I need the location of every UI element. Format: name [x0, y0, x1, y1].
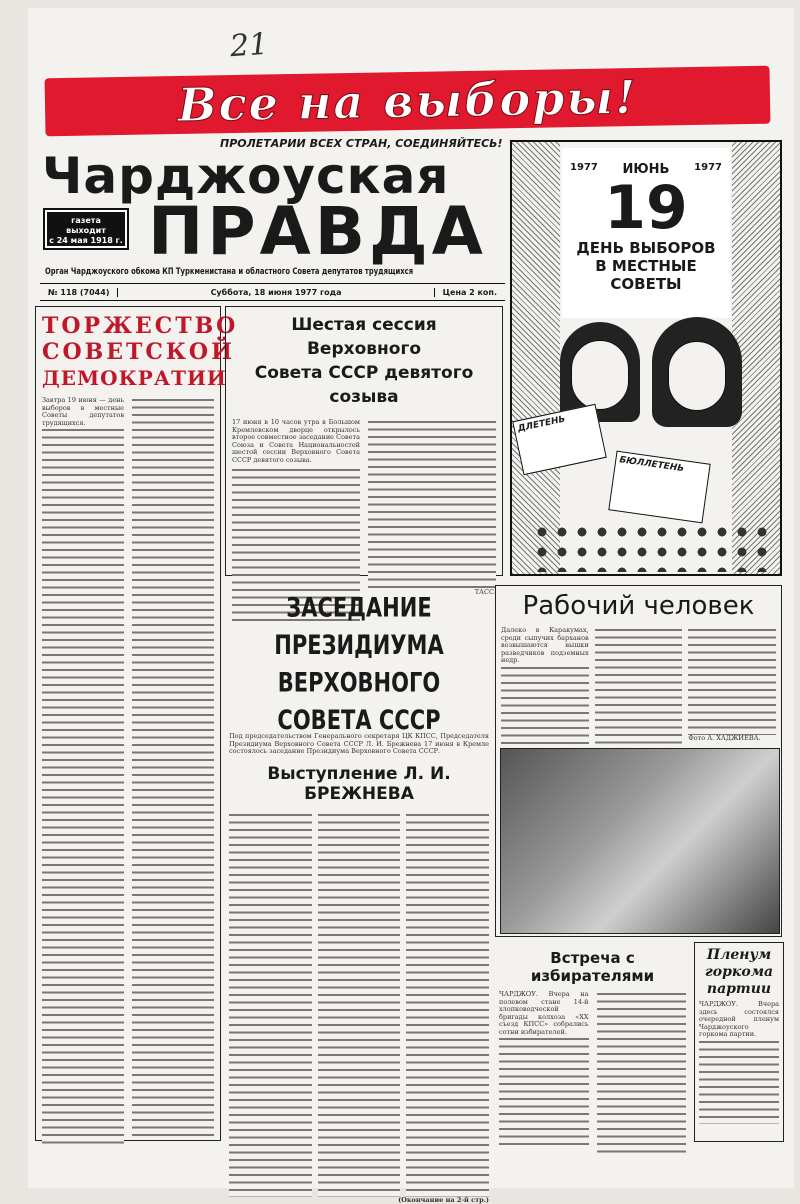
plenum-headline: горкома	[699, 964, 779, 981]
meeting-article	[495, 945, 690, 1141]
handwritten-page-number: 21	[229, 27, 270, 65]
young-man-illustration	[560, 322, 640, 422]
calendar-page	[562, 148, 730, 318]
ballot-right	[608, 451, 710, 524]
presidium-headline: ВЕРХОВНОГО СОВЕТА СССР	[229, 664, 489, 739]
masthead-title-line1: Чарджоуская	[42, 154, 449, 198]
ballot-label: БЮЛЛЕТЕНЬ	[619, 455, 685, 474]
banner-text: Все на выборы!	[177, 72, 637, 130]
founded-line: выходит	[47, 226, 125, 236]
brezhnev-speech-subhead: Выступление Л. И. БРЕЖНЕВА	[229, 764, 489, 804]
editorial-lead: Завтра 19 июня — день выборов в местные Советы депутатов трудящихся.	[42, 397, 124, 427]
election-poster	[510, 140, 782, 576]
editorial-headline: СОВЕТСКОЙ	[42, 339, 214, 365]
plenum-headline: партии	[699, 981, 779, 998]
calendar-day: 19	[562, 177, 730, 239]
photo-credit: Фото А. ХАДЖИЕВА.	[688, 735, 776, 743]
plenum-headline: Пленум	[699, 947, 779, 964]
issue-date: Суббота, 18 июня 1977 года	[117, 288, 434, 297]
founded-line: газета	[47, 216, 125, 226]
worker-lead: Далеко в Каракумах, среди сыпучих барханов возвышаются вышки разведчиков подземных недр.	[501, 627, 589, 665]
presidium-headline: ЗАСЕДАНИЕ ПРЕЗИДИУМА	[229, 589, 489, 664]
young-woman-illustration	[652, 317, 742, 427]
calendar-year: 1977	[694, 162, 722, 177]
session-lead: 17 июня в 10 часов утра в Большом Кремлевском дворце открылось второе совместное заседание Совета Союза и Совета Национальностей шестой сессии Верховного Совета СССР девятого созыва.	[232, 419, 360, 464]
presidium-article	[225, 585, 493, 1141]
plenum-lead: ЧАРДЖОУ. Вчера здесь состоялся очередной пленум Чарджоуского горкома партии.	[699, 1001, 779, 1039]
poster-caption: ДЕНЬ ВЫБОРОВ	[562, 239, 730, 257]
presidium-lead: Под председательством Генерального секретаря ЦК КПСС, Председателя Президиума Верховного Совета СССР Л. И. Брежнева 17 июня в Кремле состоялось заседание Президиума Верховного Совета СССР.	[229, 733, 489, 756]
session-article	[225, 306, 503, 576]
pilot-photo	[500, 748, 780, 934]
poster-caption: В МЕСТНЫЕ	[562, 257, 730, 275]
calendar-year: 1977	[570, 162, 598, 177]
session-headline: Шестая сессия Верховного	[232, 313, 496, 361]
flowers-illustration	[532, 522, 772, 572]
meeting-headline: Встреча с избирателями	[499, 949, 686, 985]
issue-number: № 118 (7044)	[40, 288, 117, 297]
continued-note: (Окончание на 2-й стр.)	[229, 1197, 489, 1204]
poster-caption: СОВЕТЫ	[562, 275, 730, 293]
editorial-headline: ТОРЖЕСТВО	[42, 313, 214, 339]
meeting-lead: ЧАРДЖОУ. Вчера на полевом стане 14-й хлопководческой бригады колхоза «XX съезд КПСС» собрались сотни избирателей.	[499, 991, 589, 1036]
session-headline: Совета СССР девятого созыва	[232, 361, 496, 409]
editorial-headline: ДЕМОКРАТИИ	[42, 365, 214, 391]
issue-price: Цена 2 коп.	[435, 288, 505, 297]
ballot-label: ДЛЕТЕНЬ	[517, 414, 566, 434]
founded-badge	[45, 210, 127, 248]
plenum-article	[694, 942, 784, 1142]
calendar-month: ИЮНЬ	[623, 162, 670, 177]
masthead-slogan: ПРОЛЕТАРИИ ВСЕХ СТРАН, СОЕДИНЯЙТЕСЬ!	[220, 137, 503, 150]
masthead-organ: Орган Чарджоуского обкома КП Туркменистана и областного Совета депутатов трудящихся	[45, 267, 413, 278]
session-source: ТАСС.	[368, 589, 496, 597]
issue-info-row	[40, 283, 505, 301]
editorial-article	[35, 306, 221, 1141]
masthead-title-line2: ПРАВДА	[148, 201, 487, 263]
founded-line: с 24 мая 1918 г.	[47, 236, 125, 246]
worker-headline: Рабочий человек	[501, 591, 776, 621]
building-illustration	[512, 142, 560, 576]
